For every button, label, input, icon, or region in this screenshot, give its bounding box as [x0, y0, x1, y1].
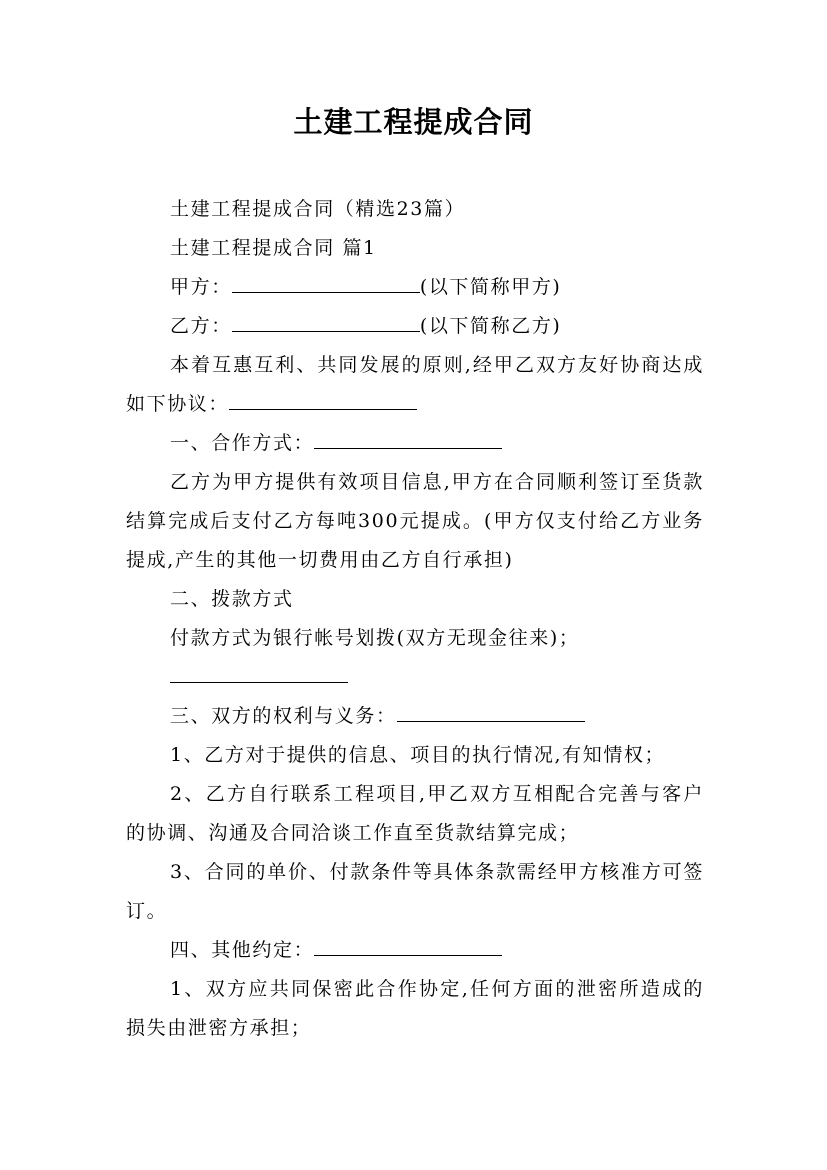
- clause1-body: 乙方为甲方提供有效项目信息,甲方在合同顺利签订至货款结算完成后支付乙方每吨300元提成。(甲方仅支付给乙方业务提成,产生的其他一切费用由乙方自行承担): [126, 471, 704, 571]
- section-heading: 土建工程提成合同 篇1: [170, 237, 377, 259]
- clause2-blank: [170, 658, 348, 683]
- clause4-item-1: 1、双方应共同保密此合作协定,任何方面的泄密所造成的损失由泄密方承担；: [126, 978, 704, 1039]
- clause1-blank: [314, 424, 502, 449]
- preamble-blank: [229, 385, 417, 410]
- clause4-heading: 四、其他约定：: [170, 939, 315, 961]
- clause1-heading: 一、合作方式：: [170, 432, 315, 454]
- document-body: [126, 190, 704, 1048]
- clause2-heading: 二、拨款方式: [170, 588, 294, 610]
- clause4-blank: [314, 931, 502, 956]
- party-b-suffix: (以下简称乙方): [419, 315, 562, 337]
- party-a-label: 甲方：: [170, 276, 232, 298]
- clause3-heading-line: [126, 697, 704, 736]
- party-b-line: [126, 307, 704, 346]
- party-a-suffix: (以下简称甲方): [419, 276, 562, 298]
- party-b-blank: [232, 307, 420, 332]
- document-subtitle: 土建工程提成合同（精选23篇）: [170, 198, 466, 220]
- clause4-heading-line: [126, 931, 704, 970]
- clause1-heading-line: [126, 424, 704, 463]
- preamble-paragraph: [126, 346, 704, 424]
- clause3-blank: [397, 697, 585, 722]
- clause2-body: 付款方式为银行帐号划拨(双方无现金往来)；: [170, 627, 580, 649]
- document-title: 土建工程提成合同: [293, 105, 534, 139]
- clause3-item-1: 1、乙方对于提供的信息、项目的执行情况,有知情权；: [170, 744, 666, 766]
- clause3-item-2: 2、乙方自行联系工程项目,甲乙双方互相配合完善与客户的协调、沟通及合同洽谈工作直至货款结算完成；: [126, 783, 704, 844]
- preamble-text: 本着互惠互利、共同发展的原则,经甲乙双方友好协商达成如下协议：: [126, 354, 704, 415]
- clause2-blank-line: [126, 658, 704, 697]
- clause3-item-3: 3、合同的单价、付款条件等具体条款需经甲方核准方可签订。: [126, 861, 704, 922]
- clause3-heading: 三、双方的权利与义务：: [170, 705, 397, 727]
- party-a-line: [126, 268, 704, 307]
- party-b-label: 乙方：: [170, 315, 232, 337]
- party-a-blank: [232, 268, 420, 293]
